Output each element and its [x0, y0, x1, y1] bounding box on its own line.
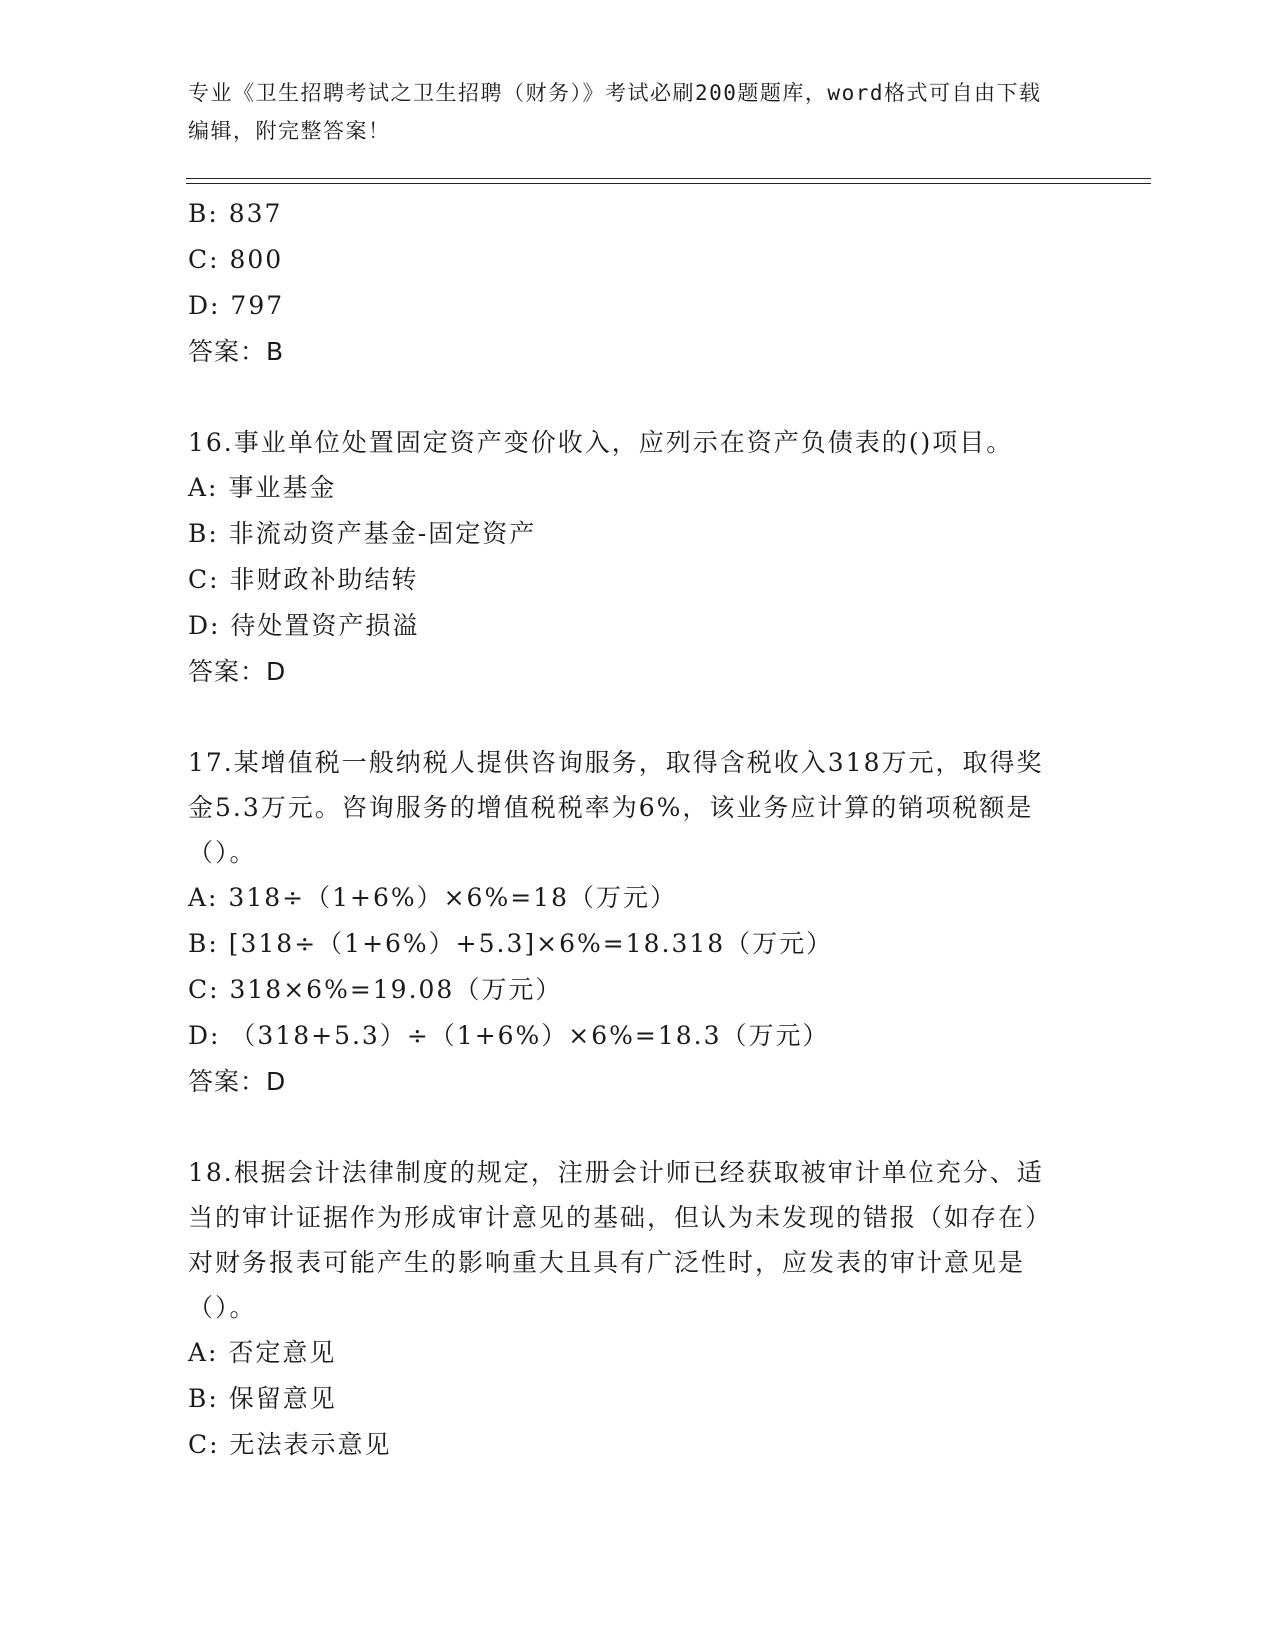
option-a: A: 事业基金 — [188, 473, 337, 502]
question-text: 16.事业单位处置固定资产变价收入，应列示在资产负债表的()项目。 — [188, 428, 1014, 457]
answer-line: 答案：D — [188, 1067, 287, 1096]
option-a: A: 否定意见 — [188, 1338, 337, 1367]
option-d: D: 797 — [188, 291, 285, 320]
option-c: C: 800 — [188, 245, 284, 274]
question-16 — [188, 420, 1088, 695]
document-header: 专业《卫生招聘考试之卫生招聘（财务）》考试必刷200题题库，word格式可自由下载编辑，附完整答案！ — [188, 81, 1042, 143]
option-b: B: 保留意见 — [188, 1384, 337, 1413]
spacer — [188, 375, 1088, 420]
option-d: D: （318+5.3）÷（1+6%）×6%=18.3（万元） — [188, 1021, 830, 1050]
header-divider-top — [186, 178, 1151, 179]
option-c: C: 318×6%=19.08（万元） — [188, 975, 563, 1004]
question-text: 18.根据会计法律制度的规定，注册会计师已经获取被审计单位充分、适当的审计证据作为形成审计意见的基础，但认为未发现的错报（如存在）对财务报表可能产生的影响重大且具有广泛性时，应发表的审计意见是（）。 — [188, 1158, 1053, 1322]
spacer — [188, 695, 1088, 740]
question-content — [188, 191, 1088, 1468]
question-17 — [188, 740, 1088, 1105]
option-c: C: 非财政补助结转 — [188, 565, 419, 594]
header-divider-bottom — [186, 183, 1151, 184]
answer-line: 答案：D — [188, 657, 287, 686]
answer-line: 答案：B — [188, 337, 285, 366]
question-text: 17.某增值税一般纳税人提供咨询服务，取得含税收入318万元，取得奖金5.3万元。咨询服务的增值税税率为6%，该业务应计算的销项税额是（）。 — [188, 748, 1044, 867]
option-b: B: 非流动资产基金-固定资产 — [188, 519, 537, 548]
spacer — [188, 1105, 1088, 1150]
prev-question — [188, 191, 1088, 375]
option-a: A: 318÷（1+6%）×6%=18（万元） — [188, 883, 677, 912]
option-b: B: 837 — [188, 199, 283, 228]
option-d: D: 待处置资产损溢 — [188, 611, 420, 640]
question-18 — [188, 1150, 1088, 1468]
option-c: C: 无法表示意见 — [188, 1430, 392, 1459]
option-b: B: [318÷（1+6%）+5.3]×6%=18.318（万元） — [188, 929, 834, 958]
